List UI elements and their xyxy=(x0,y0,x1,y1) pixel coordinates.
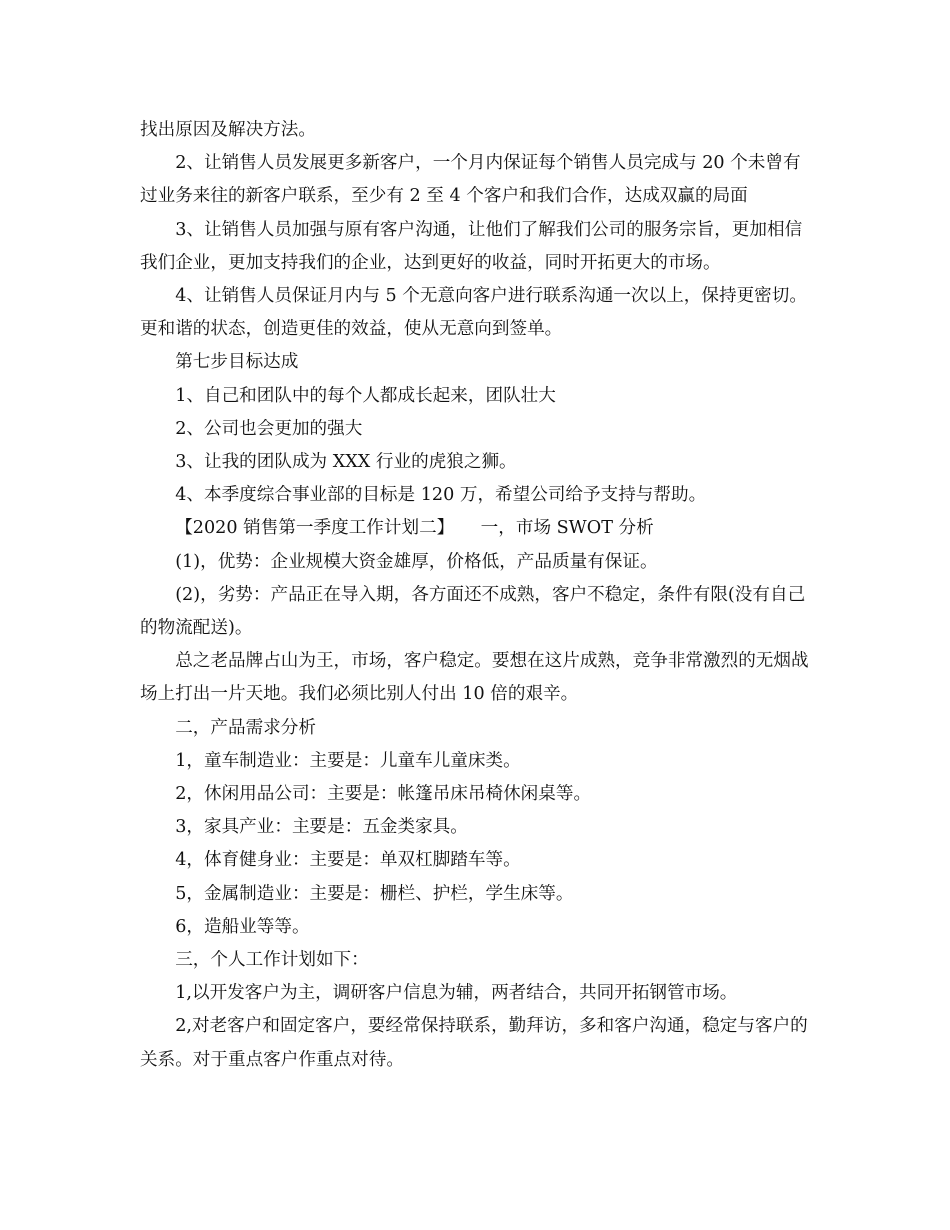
paragraph-13: 总之老品牌占山为王，市场，客户稳定。要想在这片成熟，竞争非常激烈的无烟战场上打出一片天地。我们必须比别人付出 10 倍的艰辛。 xyxy=(140,651,809,705)
paragraph-22: 1,以开发客户为主，调研客户信息为辅，两者结合，共同开拓钢管市场。 xyxy=(175,983,738,1004)
paragraph-12: (2)，劣势：产品正在导入期，各方面还不成熟，客户不稳定，条件有限(没有自己的物流配送)。 xyxy=(140,584,806,639)
paragraph-8: 3、让我的团队成为 XXX 行业的虎狼之狮。 xyxy=(175,452,517,473)
document-body xyxy=(140,114,812,1077)
paragraph-4: 4、让销售人员保证月内与 5 个无意向客户进行联系沟通一次以上，保持更密切。更和谐的状态，创造更佳的效益，使从无意向到签单。 xyxy=(140,286,807,340)
paragraph-23: 2,对老客户和固定客户，要经常保持联系，勤拜访，多和客户沟通，稳定与客户的关系。对于重点客户作重点对待。 xyxy=(140,1016,808,1070)
paragraph-18: 4，体育健身业：主要是：单双杠脚踏车等。 xyxy=(175,850,521,871)
section-heading-personal-plan: 三，个人工作计划如下： xyxy=(175,950,369,971)
paragraph-16: 2，休闲用品公司：主要是：帐篷吊床吊椅休闲桌等。 xyxy=(175,784,592,805)
paragraph-19: 5，金属制造业：主要是：栅栏、护栏，学生床等。 xyxy=(175,883,574,904)
section-heading-demand: 二，产品需求分析 xyxy=(175,717,316,738)
paragraph-11: (1)，优势：企业规模大资金雄厚，价格低，产品质量有保证。 xyxy=(175,551,658,572)
paragraph-20: 6，造船业等等。 xyxy=(175,916,310,937)
section-heading-step7: 第七步目标达成 xyxy=(175,352,299,373)
section-heading-plan2: 【2020 销售第一季度工作计划二】 一，市场 SWOT 分析 xyxy=(175,518,654,539)
paragraph-3: 3、让销售人员加强与原有客户沟通，让他们了解我们公司的服务宗旨，更加相信我们企业，更加支持我们的企业，达到更好的收益，同时开拓更大的市场。 xyxy=(140,219,803,273)
paragraph-1: 找出原因及解决方法。 xyxy=(140,120,316,140)
paragraph-17: 3，家具产业：主要是：五金类家具。 xyxy=(175,817,468,838)
paragraph-2: 2、让销售人员发展更多新客户，一个月内保证每个销售人员完成与 20 个未曾有过业务来往的新客户联系，至少有 2 至 4 个客户和我们合作，达成双赢的局面 xyxy=(140,153,801,207)
paragraph-15: 1，童车制造业：主要是：儿童车儿童床类。 xyxy=(175,750,521,771)
paragraph-7: 2、公司也会更加的强大 xyxy=(175,418,363,439)
paragraph-9: 4、本季度综合事业部的目标是 120 万，希望公司给予支持与帮助。 xyxy=(175,485,707,506)
paragraph-6: 1、自己和团队中的每个人都成长起来，团队壮大 xyxy=(175,385,556,406)
